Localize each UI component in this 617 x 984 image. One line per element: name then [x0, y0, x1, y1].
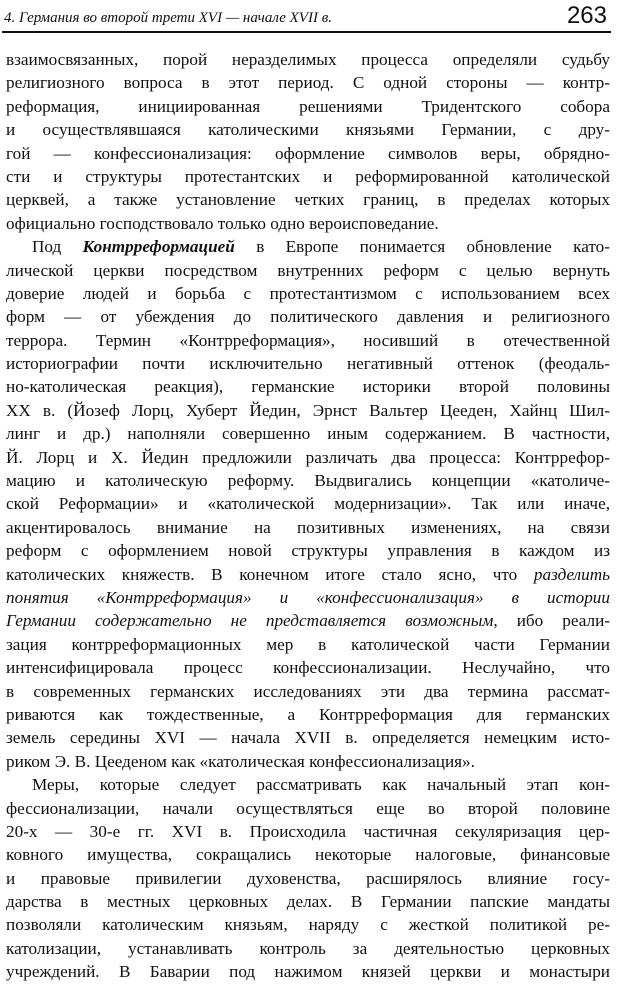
term-counter-reformation: Контрреформацией: [82, 237, 235, 257]
text-line: официально господствовало только одно вероисповедание.: [6, 213, 439, 233]
page-number: 263: [566, 2, 607, 29]
text-line: дарства в местных церковных делах. В Германии папские мандаты: [6, 892, 610, 912]
emphasis-run: разделить: [533, 564, 610, 584]
text-line: зация контрреформационных мер в католической части Германии: [6, 634, 610, 654]
text-line: гой — конфессионализация: оформление символов веры, обрядно-: [6, 143, 610, 163]
text-line: форм — от убеждения до политического давления и религиозного: [6, 307, 610, 327]
text-line: мацию и католическую реформу. Выдвигались концепции «католиче-: [6, 471, 610, 491]
text-run: в Европе понимается обновление като-: [234, 237, 610, 257]
text-line-with-emphasis: [6, 563, 610, 586]
text-line: ской Реформации» и «католической модернизации». Так или иначе,: [6, 494, 610, 514]
running-head: 4. Германия во второй трети XVI — начале XVII в.: [4, 10, 332, 26]
text-line: учреждений. В Баварии под нажимом князей церкви и монастыри: [6, 962, 610, 982]
body-text: [6, 48, 610, 984]
emphasis-line: понятия «Контрреформация» и «конфессионализация» в истории: [6, 587, 610, 607]
text-line: католизации, устанавливать контроль за деятельностью церковных: [6, 938, 610, 958]
text-line: в современных германских исследованиях эти два термина рассмат-: [6, 681, 610, 701]
text-line: акцентировалось внимание на позитивных изменениях, на связи: [6, 517, 610, 537]
text-line: церквей, а также установление четких границ, в пределах которых: [6, 190, 610, 210]
paragraph-first-line: [6, 235, 610, 258]
text-line: но-католическая реакция), германские историки второй половины: [6, 377, 610, 397]
text-line: и правовые привилегии духовенства, расширялось влияние госу-: [6, 868, 610, 888]
text-line: взаимосвязанных, порой неразделимых процесса определяли судьбу: [6, 50, 610, 69]
text-line: линг и др.) наполняли совершенно иным содержанием. В частности,: [6, 424, 610, 444]
text-run: Под: [32, 237, 83, 257]
text-run: католических княжеств. В конечном итоге стало ясно, что: [6, 564, 534, 584]
text-run: , ибо реали-: [493, 611, 610, 631]
text-line: риком Э. В. Цееденом как «католическая конфессионализация».: [6, 751, 475, 771]
text-line: реформация, инициированная решениями Тридентского собора: [6, 96, 610, 116]
text-line: и осуществлявшаяся католическими князьями Германии, с дру-: [6, 120, 610, 140]
text-line: реформ с оформлением новой структуры управления в каждом из: [6, 541, 610, 561]
page-header: [4, 2, 609, 32]
text-line: доверие людей и борьба с протестантизмом с использованием всех: [6, 283, 610, 303]
text-line: террора. Термин «Контрреформация», носивший в отечественной: [6, 330, 610, 350]
header-rule: [2, 31, 611, 33]
text-line: интенсифицировала процесс конфессионализации. Неслучайно, что: [6, 658, 610, 678]
text-line: позволяли католическим князьям, наряду с жесткой политикой ре-: [6, 915, 610, 935]
emphasis-run: Германии содержательно не представляется возможным: [6, 611, 494, 631]
text-line: 20-х — 30-е гг. XVI в. Происходила частичная секуляризация цер-: [6, 821, 610, 841]
text-line: Й. Лорц и Х. Йедин предложили различать два процесса: Контррефор-: [6, 447, 610, 467]
paragraph-first-line: Меры, которые следует рассматривать как начальный этап кон-: [32, 775, 610, 795]
text-line: риваются как тождественные, а Контрреформация для германских: [6, 704, 610, 724]
text-line: XX в. (Йозеф Лорц, Хуберт Йедин, Эрнст Вальтер Цееден, Хайнц Шил-: [6, 400, 610, 420]
text-line: ковного имущества, сокращались некоторые налоговые, финансовые: [6, 845, 610, 865]
text-line: сти и структуры протестантских и реформированной католической: [6, 166, 610, 186]
text-line: фессионализации, начали осуществляться еще во второй половине: [6, 798, 610, 818]
text-line: историографии почти исключительно негативный оттенок (феодаль-: [6, 354, 610, 374]
text-line: религиозного вопроса в этот период. С одной стороны — контр-: [6, 73, 610, 93]
text-line-with-emphasis: [6, 609, 610, 632]
text-line: лической церкви посредством внутренних реформ с целью вернуть: [6, 260, 610, 280]
text-line: земель середины XVI — начала XVII в. определяется немецким исто-: [6, 728, 610, 748]
